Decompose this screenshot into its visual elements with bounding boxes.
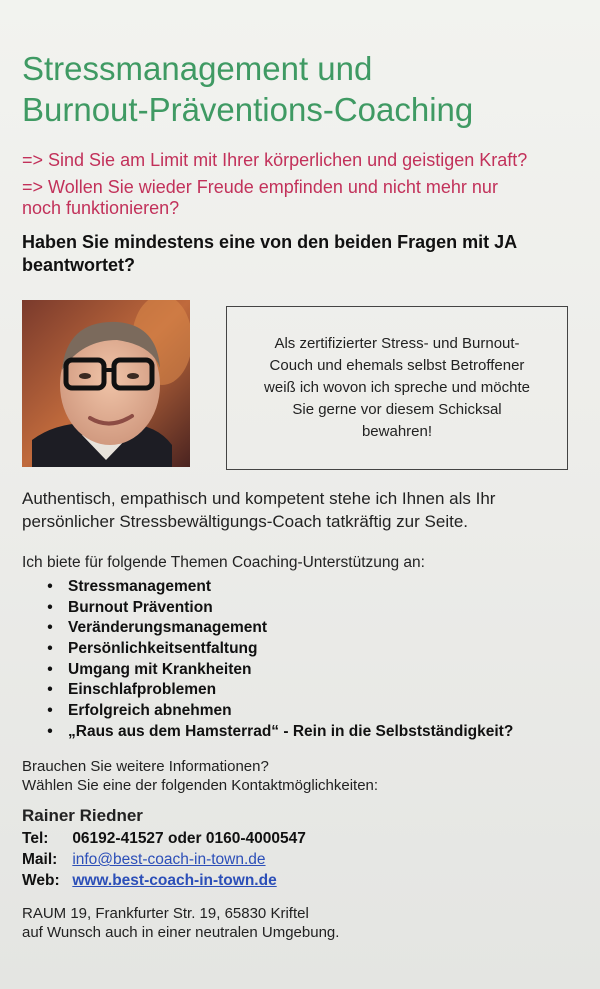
topic-label: Veränderungsmanagement (68, 619, 267, 637)
contact-name: Rainer Riedner (22, 806, 143, 825)
phone-value: 06192-41527 oder 0160-4000547 (72, 830, 306, 847)
list-item (22, 722, 587, 743)
offer-text: Ich biete für folgende Themen Coaching-Unterstützung an: (22, 554, 425, 571)
web-link[interactable]: www.best-coach-in-town.de (72, 872, 277, 889)
title-line-2: Burnout-Präventions-Coaching (22, 91, 474, 128)
list-item (22, 577, 587, 598)
topic-label: Stressmanagement (68, 578, 212, 595)
contact-web (22, 872, 587, 890)
address-line-1: RAUM 19, Frankfurter Str. 19, 65830 Kriftel (22, 905, 309, 922)
info-line-1: Brauchen Sie weitere Informationen? (22, 758, 269, 775)
testimonial-text: Als zertifizierter Stress- und Burnout-Couch und ehemals selbst Betroffener weiß ich wovon ich spreche und möchte Sie gerne vor diesem Schicksal bewahren! (264, 335, 530, 440)
topic-label: Umgang mit Krankheiten (68, 660, 252, 678)
topic-list (22, 577, 587, 743)
bullet-icon: • (47, 578, 53, 595)
phone-label: Tel: (22, 830, 49, 847)
info-line-2: Wählen Sie eine der folgenden Kontaktmöglichkeiten: (22, 777, 379, 794)
topic-label: Einschlafproblemen (68, 681, 217, 699)
web-label: Web: (22, 872, 60, 889)
topic-label: Burnout Prävention (68, 598, 213, 616)
topic-label: „Raus aus dem Hamsterrad“ - Rein in die Selbstständigkeit? (68, 722, 514, 740)
title-line-1: Stressmanagement und (22, 50, 373, 87)
testimonial-box (226, 306, 568, 470)
bullet-icon: • (47, 660, 53, 678)
bullet-icon: • (47, 702, 53, 720)
mail-link[interactable]: info@best-coach-in-town.de (72, 851, 266, 868)
question-2-line-1: => Wollen Sie wieder Freude empfinden und nicht mehr nur (22, 177, 498, 197)
question-2 (22, 177, 592, 219)
contact-mail (22, 851, 587, 869)
bullet-icon: • (47, 598, 53, 616)
bullet-icon: • (47, 640, 53, 658)
coach-portrait-photo (22, 300, 190, 467)
contact-phone (22, 830, 587, 848)
mail-label: Mail: (22, 851, 58, 868)
address (22, 904, 587, 942)
bullet-icon: • (47, 619, 53, 637)
list-item (22, 680, 587, 701)
list-item (22, 660, 587, 681)
address-line-2: auf Wunsch auch in einer neutralen Umgebung. (22, 924, 340, 941)
list-item (22, 598, 587, 619)
topic-label: Erfolgreich abnehmen (68, 702, 232, 720)
intro-text: Authentisch, empathisch und kompetent stehe ich Ihnen als Ihr persönlicher Stressbewältigungs-Coach tatkräftig zur Seite. (22, 489, 496, 531)
list-item (22, 618, 587, 639)
list-item (22, 701, 587, 722)
ask-heading: Haben Sie mindestens eine von den beiden Fragen mit JA beantwortet? (22, 232, 517, 275)
topic-label: Persönlichkeitsentfaltung (68, 640, 258, 658)
question-2-line-2: noch funktionieren? (22, 198, 180, 218)
question-1: => Sind Sie am Limit mit Ihrer körperlichen und geistigen Kraft? (22, 150, 528, 170)
bullet-icon: • (47, 722, 53, 740)
page-title (22, 48, 582, 130)
list-item (22, 639, 587, 660)
bullet-icon: • (47, 681, 53, 699)
info-text (22, 757, 587, 795)
portrait-illustration (22, 300, 190, 467)
